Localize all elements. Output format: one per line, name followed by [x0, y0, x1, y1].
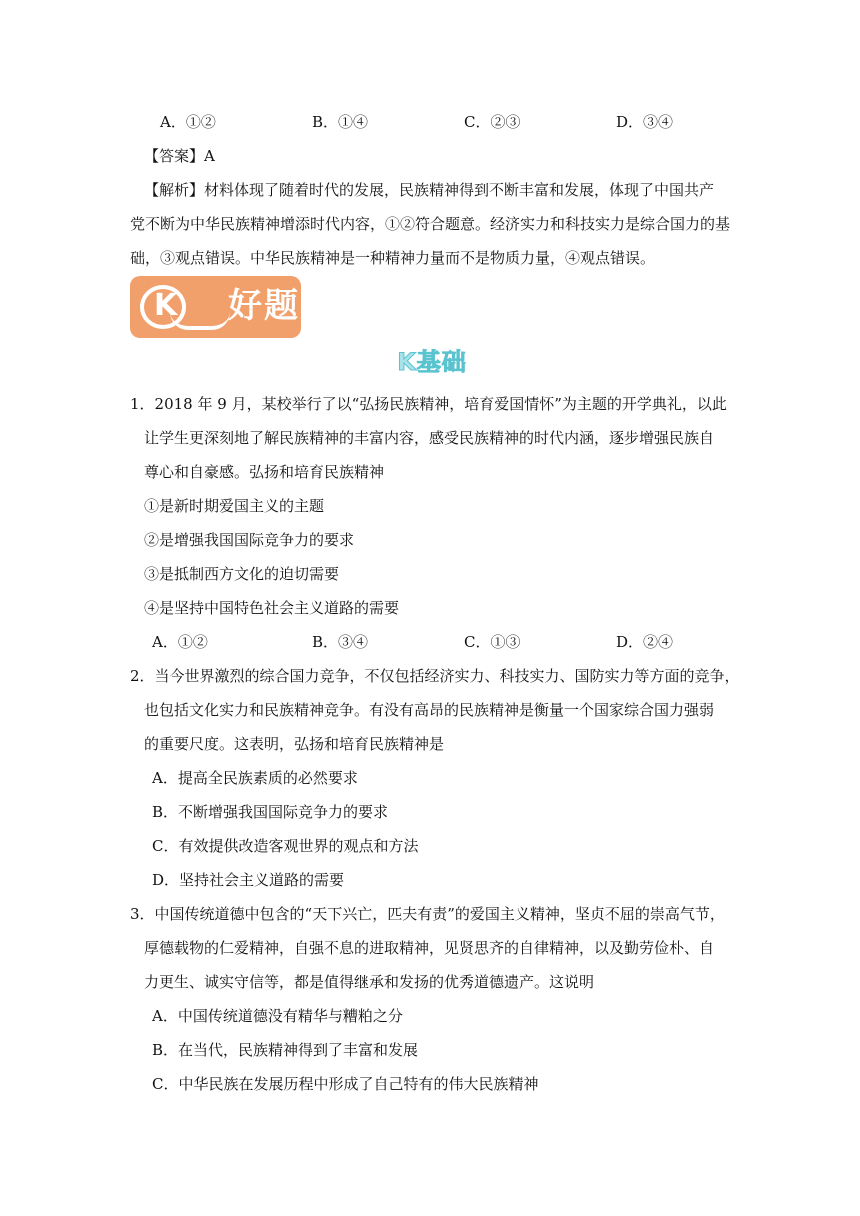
q1-item-3: ③是抵制西方文化的迫切需要 — [144, 565, 340, 583]
q1-stem-line-2: 让学生更深刻地了解民族精神的丰富内容，感受民族精神的时代内涵，逐步增强民族自 — [144, 429, 715, 447]
q1-stem-line-1: 1．2018 年 9 月，某校举行了以“弘扬民族精神，培育爱国情怀”为主题的开学典礼，以此 — [130, 395, 727, 413]
q1-stem-line-3: 尊心和自豪感。弘扬和培育民族精神 — [144, 463, 385, 481]
q2-stem-line-2: 也包括文化实力和民族精神竞争。有没有高昂的民族精神是衡量一个国家综合国力强弱 — [144, 701, 715, 719]
q3-stem-line-1: 3．中国传统道德中包含的“天下兴亡，匹夫有责”的爱国主义精神，坚贞不屈的崇高气节， — [130, 905, 725, 923]
q2-option-c: C．有效提供改造客观世界的观点和方法 — [152, 837, 419, 855]
q1-item-4: ④是坚持中国特色社会主义道路的需要 — [144, 599, 400, 617]
badge-letter: K — [154, 288, 178, 323]
q1-item-2: ②是增强我国国际竞争力的要求 — [144, 531, 355, 549]
option-b: B．①④ — [312, 113, 369, 131]
q1-item-1: ①是新时期爱国主义的主题 — [144, 497, 325, 515]
q3-option-a: A．中国传统道德没有精华与糟粕之分 — [152, 1007, 403, 1025]
q1-option-a: A．①② — [152, 633, 208, 651]
q2-option-b: B．不断增强我国国际竞争力的要求 — [152, 803, 389, 821]
option-d: D．③④ — [616, 113, 674, 131]
q3-option-b: B．在当代，民族精神得到了丰富和发展 — [152, 1041, 419, 1059]
q1-option-d: D．②④ — [616, 633, 674, 651]
analysis-line-1: 【解析】材料体现了随着时代的发展，民族精神得到不断丰富和发展，体现了中国共产 — [144, 181, 715, 199]
q2-option-a: A．提高全民族素质的必然要求 — [152, 769, 358, 787]
q2-stem-line-3: 的重要尺度。这表明，弘扬和培育民族精神是 — [144, 735, 445, 753]
option-c: C．②③ — [464, 113, 521, 131]
good-questions-badge — [130, 276, 301, 338]
analysis-line-3: 础，③观点错误。中华民族精神是一种精神力量而不是物质力量，④观点错误。 — [130, 249, 656, 267]
q1-option-b: B．③④ — [312, 633, 369, 651]
section-title-basics: K基础 — [397, 348, 467, 376]
option-a: A．①② — [160, 113, 216, 131]
badge-text: 好题 — [228, 286, 300, 326]
q2-stem-line-1: 2．当今世界激烈的综合国力竞争，不仅包括经济实力、科技实力、国防实力等方面的竞争， — [130, 667, 740, 685]
badge-swoosh-icon — [170, 312, 230, 330]
q3-option-c: C．中华民族在发展历程中形成了自己特有的伟大民族精神 — [152, 1075, 539, 1093]
q1-option-c: C．①③ — [464, 633, 521, 651]
q3-stem-line-2: 厚德载物的仁爱精神，自强不息的进取精神，见贤思齐的自律精神，以及勤劳俭朴、自 — [144, 939, 715, 957]
prev-question-options — [160, 112, 700, 132]
q3-stem-line-3: 力更生、诚实守信等，都是值得继承和发扬的优秀道德遗产。这说明 — [144, 973, 595, 991]
answer-line: 【答案】A — [144, 147, 215, 165]
q2-option-d: D．坚持社会主义道路的需要 — [152, 871, 345, 889]
analysis-line-2: 党不断为中华民族精神增添时代内容，①②符合题意。经济实力和科技实力是综合国力的基 — [130, 215, 731, 233]
q1-options — [152, 632, 692, 652]
